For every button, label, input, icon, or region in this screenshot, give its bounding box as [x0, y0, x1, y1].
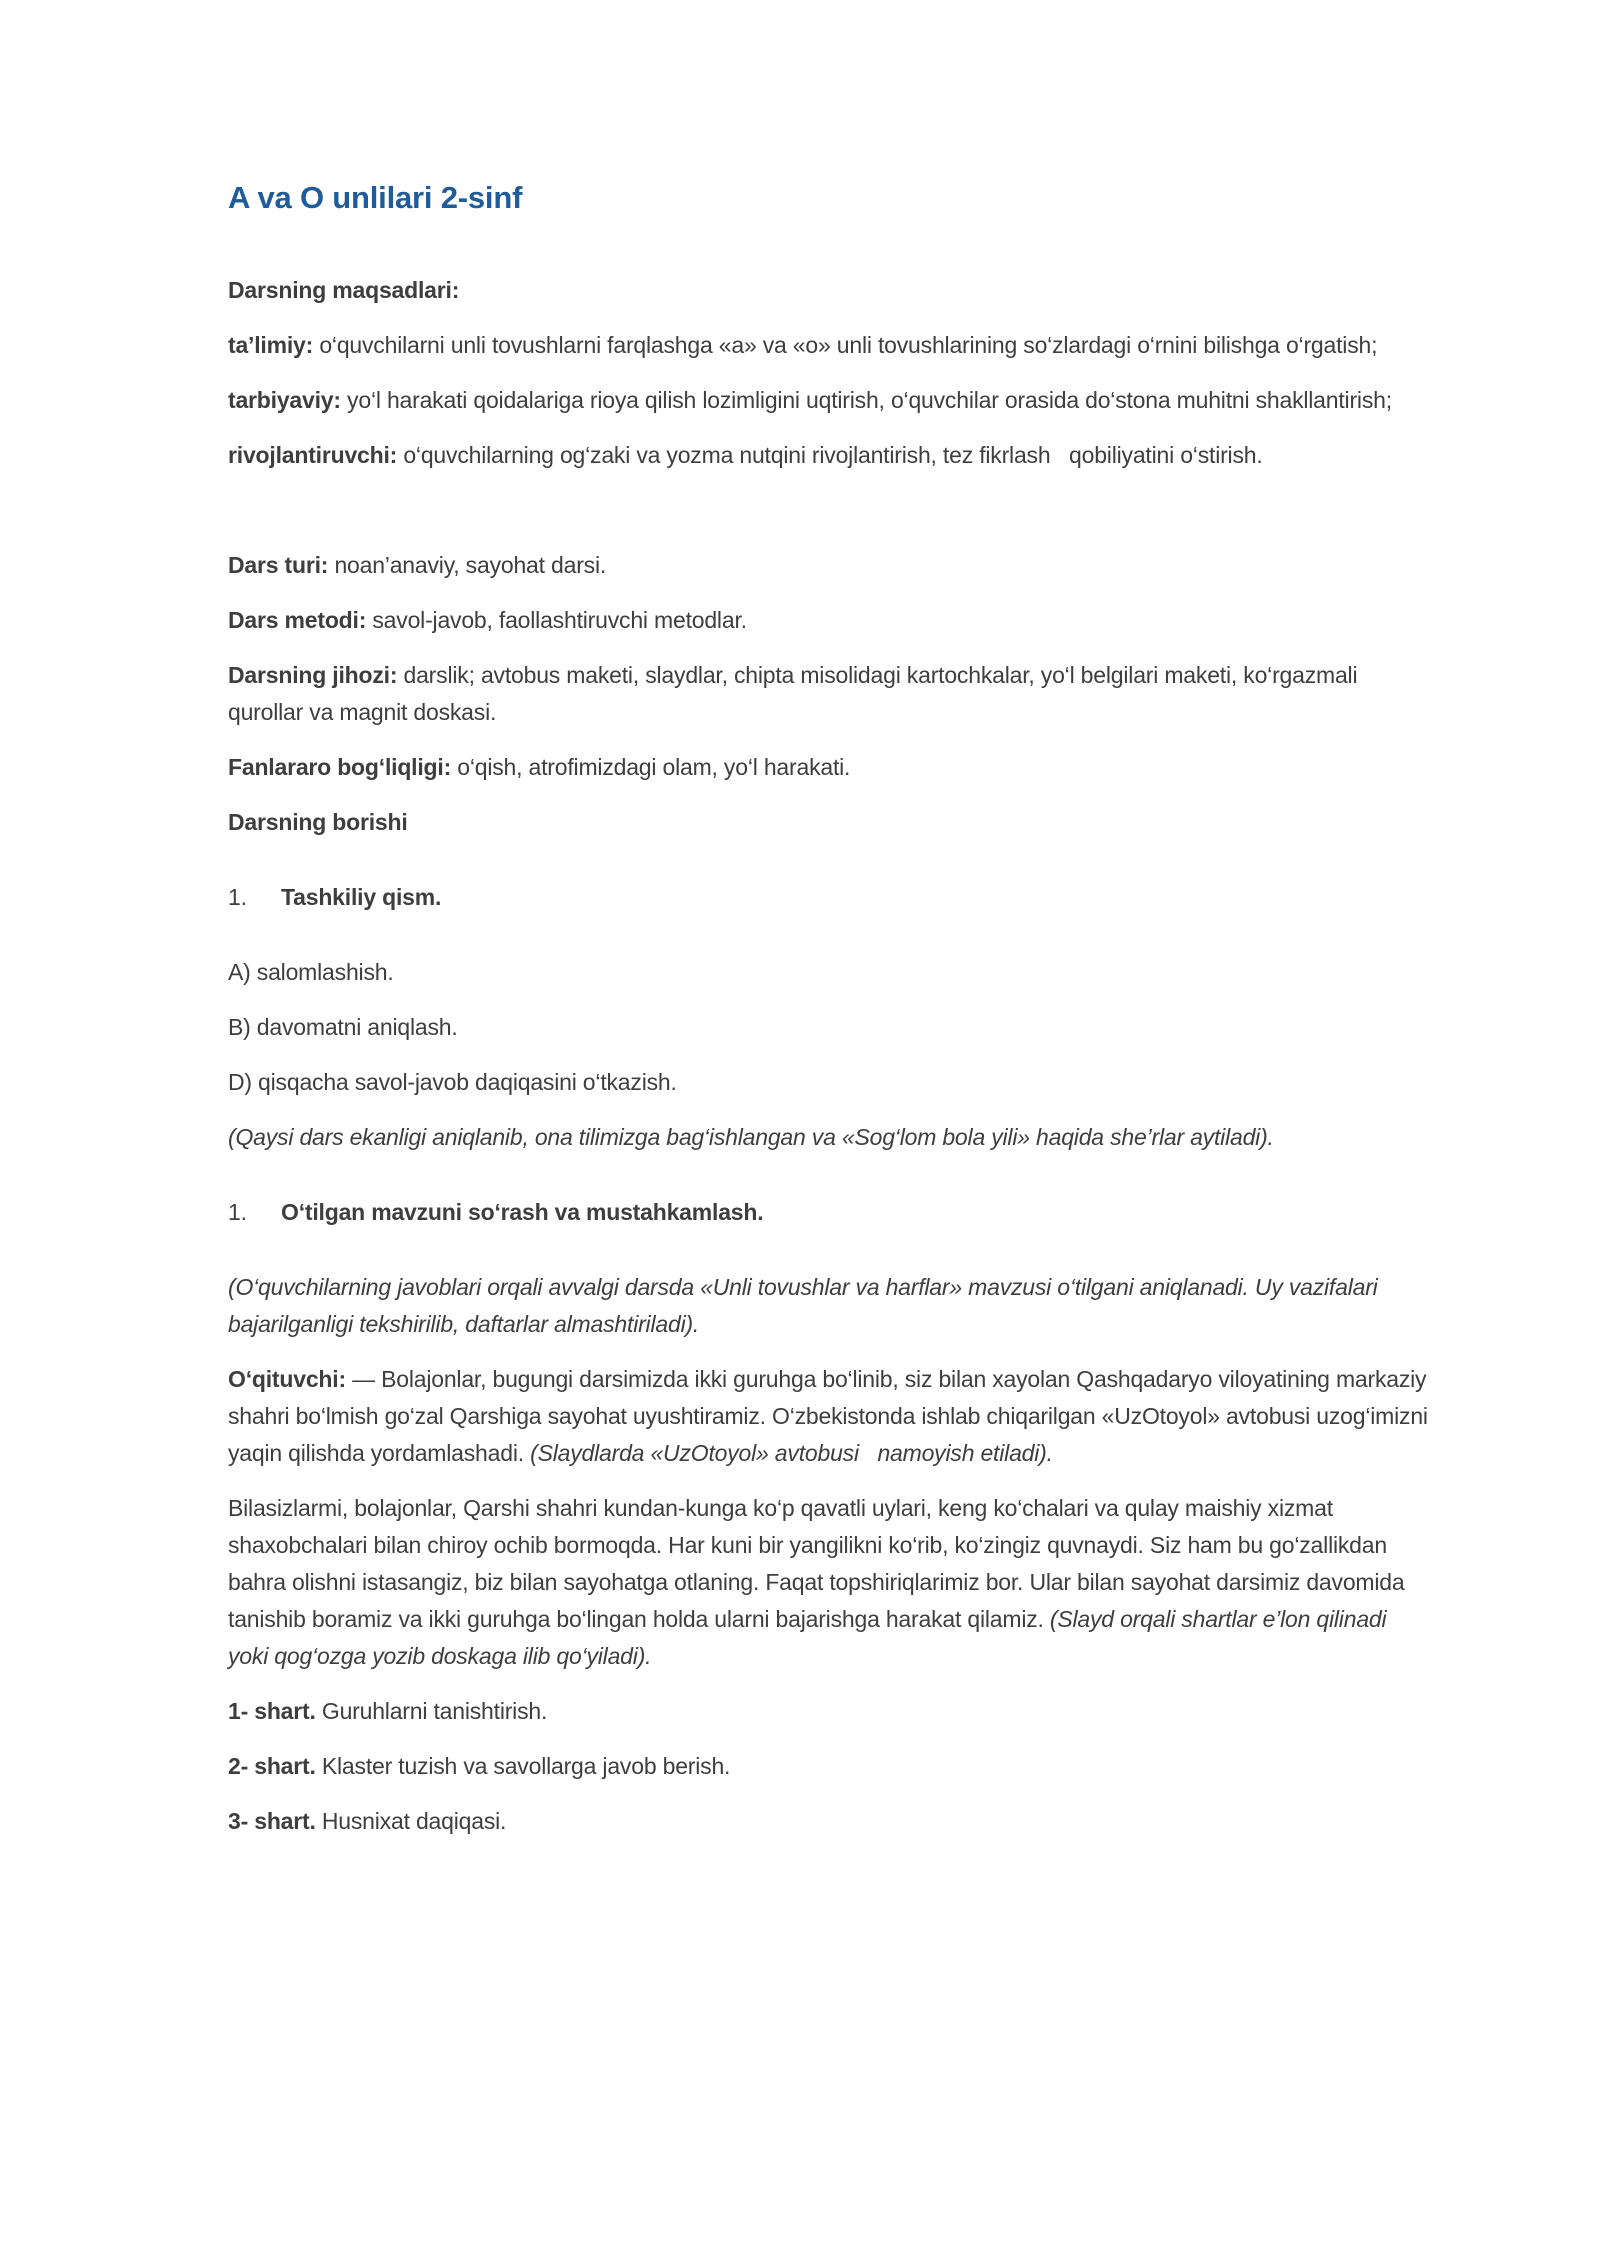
- paragraph: [228, 602, 1430, 639]
- text-run: Bilasizlarmi, bolajonlar, Qarshi shahri kundan-kunga ko‘p qavatli uylari, keng ko‘chalari va qulay maishiy xizmat shaxobchalari bilan chiroy ochib bormoqda. Har kuni bir yangilikni ko‘rib, ko‘zingiz quvnaydi. Siz ham bu go‘zallikdan bahra olishni istasangiz, biz bilan sayohatga otlaning. Faqat topshiriqlarimiz bor. Ular bilan sayohat darsimiz davomida tanishib boramiz va ikki guruhga bo‘lingan holda ularni bajarishga harakat qilamiz.: [228, 1495, 1405, 1632]
- text-run: Guruhlarni tanishtirish.: [315, 1698, 548, 1724]
- text-run: (Slaydlarda «UzOtoyol» avtobusi namoyish etiladi).: [530, 1440, 1053, 1466]
- text-run: — Bolajonlar, bugungi darsimizda ikki guruhga bo‘linib, siz bilan xayolan Qashqadaryo viloyatining markaziy shahri bo‘lmish go‘zal Qarshiga sayohat uyushtiramiz. O‘zbekistonda ishlab chiqarilgan «UzOtoyol» avtobusi uzog‘imizni yaqin qilishda yordamlashadi.: [228, 1366, 1428, 1466]
- paragraph: [228, 1064, 1430, 1101]
- paragraph: [228, 272, 1430, 309]
- paragraph: [228, 382, 1430, 419]
- text-run: D) qisqacha savol-javob daqiqasini o‘tkazish.: [228, 1069, 677, 1095]
- numbered-list-item: [228, 879, 1430, 916]
- text-run: Tashkiliy qism.: [281, 884, 442, 910]
- text-run: Dars turi:: [228, 552, 329, 578]
- list-item-text: [281, 879, 1430, 916]
- text-run: (Qaysi dars ekanligi aniqlanib, ona tilimizga bag‘ishlangan va «Sog‘lom bola yili» haqida she’rlar aytiladi).: [228, 1124, 1274, 1150]
- text-run: darslik; avtobus maketi, slaydlar, chipta misolidagi kartochkalar, yo‘l belgilari maketi, ko‘rgazmali qurollar va magnit doskasi.: [228, 662, 1358, 725]
- text-run: yo‘l harakati qoidalariga rioya qilish lozimligini uqtirish, o‘quvchilar orasida do‘stona muhitni shakllantirish;: [340, 387, 1392, 413]
- paragraph: [228, 1269, 1430, 1343]
- numbered-list-item: [228, 1194, 1430, 1231]
- empty-paragraph: [228, 492, 1430, 529]
- paragraph: [228, 327, 1430, 364]
- text-run: B) davomatni aniqlash.: [228, 1014, 458, 1040]
- text-run: o‘qish, atrofimizdagi olam, yo‘l harakati.: [451, 754, 851, 780]
- text-run: Husnixat daqiqasi.: [315, 1808, 507, 1834]
- paragraph: [228, 804, 1430, 841]
- text-run: ta’limiy:: [228, 332, 314, 358]
- text-run: 2- shart.: [228, 1753, 316, 1779]
- text-run: noan’anaviy, sayohat darsi.: [328, 552, 607, 578]
- text-run: (O‘quvchilarning javoblari orqali avvalgi darsda «Unli tovushlar va harflar» mavzusi o‘tilgani aniqlanadi. Uy vazifalari bajarilganligi tekshirilib, daftarlar almashtiriladi).: [228, 1274, 1378, 1337]
- paragraph: [228, 749, 1430, 786]
- paragraph: [228, 1748, 1430, 1785]
- text-run: A) salomlashish.: [228, 959, 394, 985]
- paragraph: [228, 1119, 1430, 1156]
- text-run: O‘tilgan mavzuni so‘rash va mustahkamlash.: [281, 1199, 764, 1225]
- text-run: O‘qituvchi:: [228, 1366, 346, 1392]
- list-item-number: 1.: [228, 884, 247, 910]
- text-run: Darsning jihozi:: [228, 662, 398, 688]
- paragraph: [228, 437, 1430, 474]
- text-run: Fanlararo bog‘liqligi:: [228, 754, 452, 780]
- text-run: (Slayd orqali shartlar e’lon qilinadi yoki qog‘ozga yozib doskaga ilib qo‘yiladi).: [228, 1606, 1387, 1669]
- text-run: 3- shart.: [228, 1808, 316, 1834]
- text-run: o‘quvchilarning og‘zaki va yozma nutqini rivojlantirish, tez fikrlash qobiliyatini o‘stirish.: [397, 442, 1263, 468]
- paragraph: [228, 1361, 1430, 1472]
- text-run: Klaster tuzish va savollarga javob berish.: [315, 1753, 731, 1779]
- text-run: tarbiyaviy:: [228, 387, 341, 413]
- paragraph: [228, 657, 1430, 731]
- paragraph: [228, 1009, 1430, 1046]
- text-run: Dars metodi:: [228, 607, 367, 633]
- paragraph: [228, 1803, 1430, 1840]
- paragraph: [228, 1490, 1430, 1675]
- list-item-number: 1.: [228, 1199, 247, 1225]
- text-run: o‘quvchilarni unli tovushlarni farqlashga «a» va «o» unli tovushlarining so‘zlardagi o‘rnini bilishga o‘rgatish;: [313, 332, 1378, 358]
- paragraph: [228, 1693, 1430, 1730]
- paragraph: [228, 954, 1430, 991]
- document-body: [228, 272, 1430, 1840]
- text-run: 1- shart.: [228, 1698, 316, 1724]
- document-title: A va O unlilari 2-sinf: [228, 180, 523, 215]
- text-run: rivojlantiruvchi:: [228, 442, 398, 468]
- text-run: Darsning maqsadlari:: [228, 277, 460, 303]
- paragraph: [228, 547, 1430, 584]
- text-run: Darsning borishi: [228, 809, 408, 835]
- list-item-text: [281, 1194, 1430, 1231]
- text-run: savol-javob, faollashtiruvchi metodlar.: [366, 607, 747, 633]
